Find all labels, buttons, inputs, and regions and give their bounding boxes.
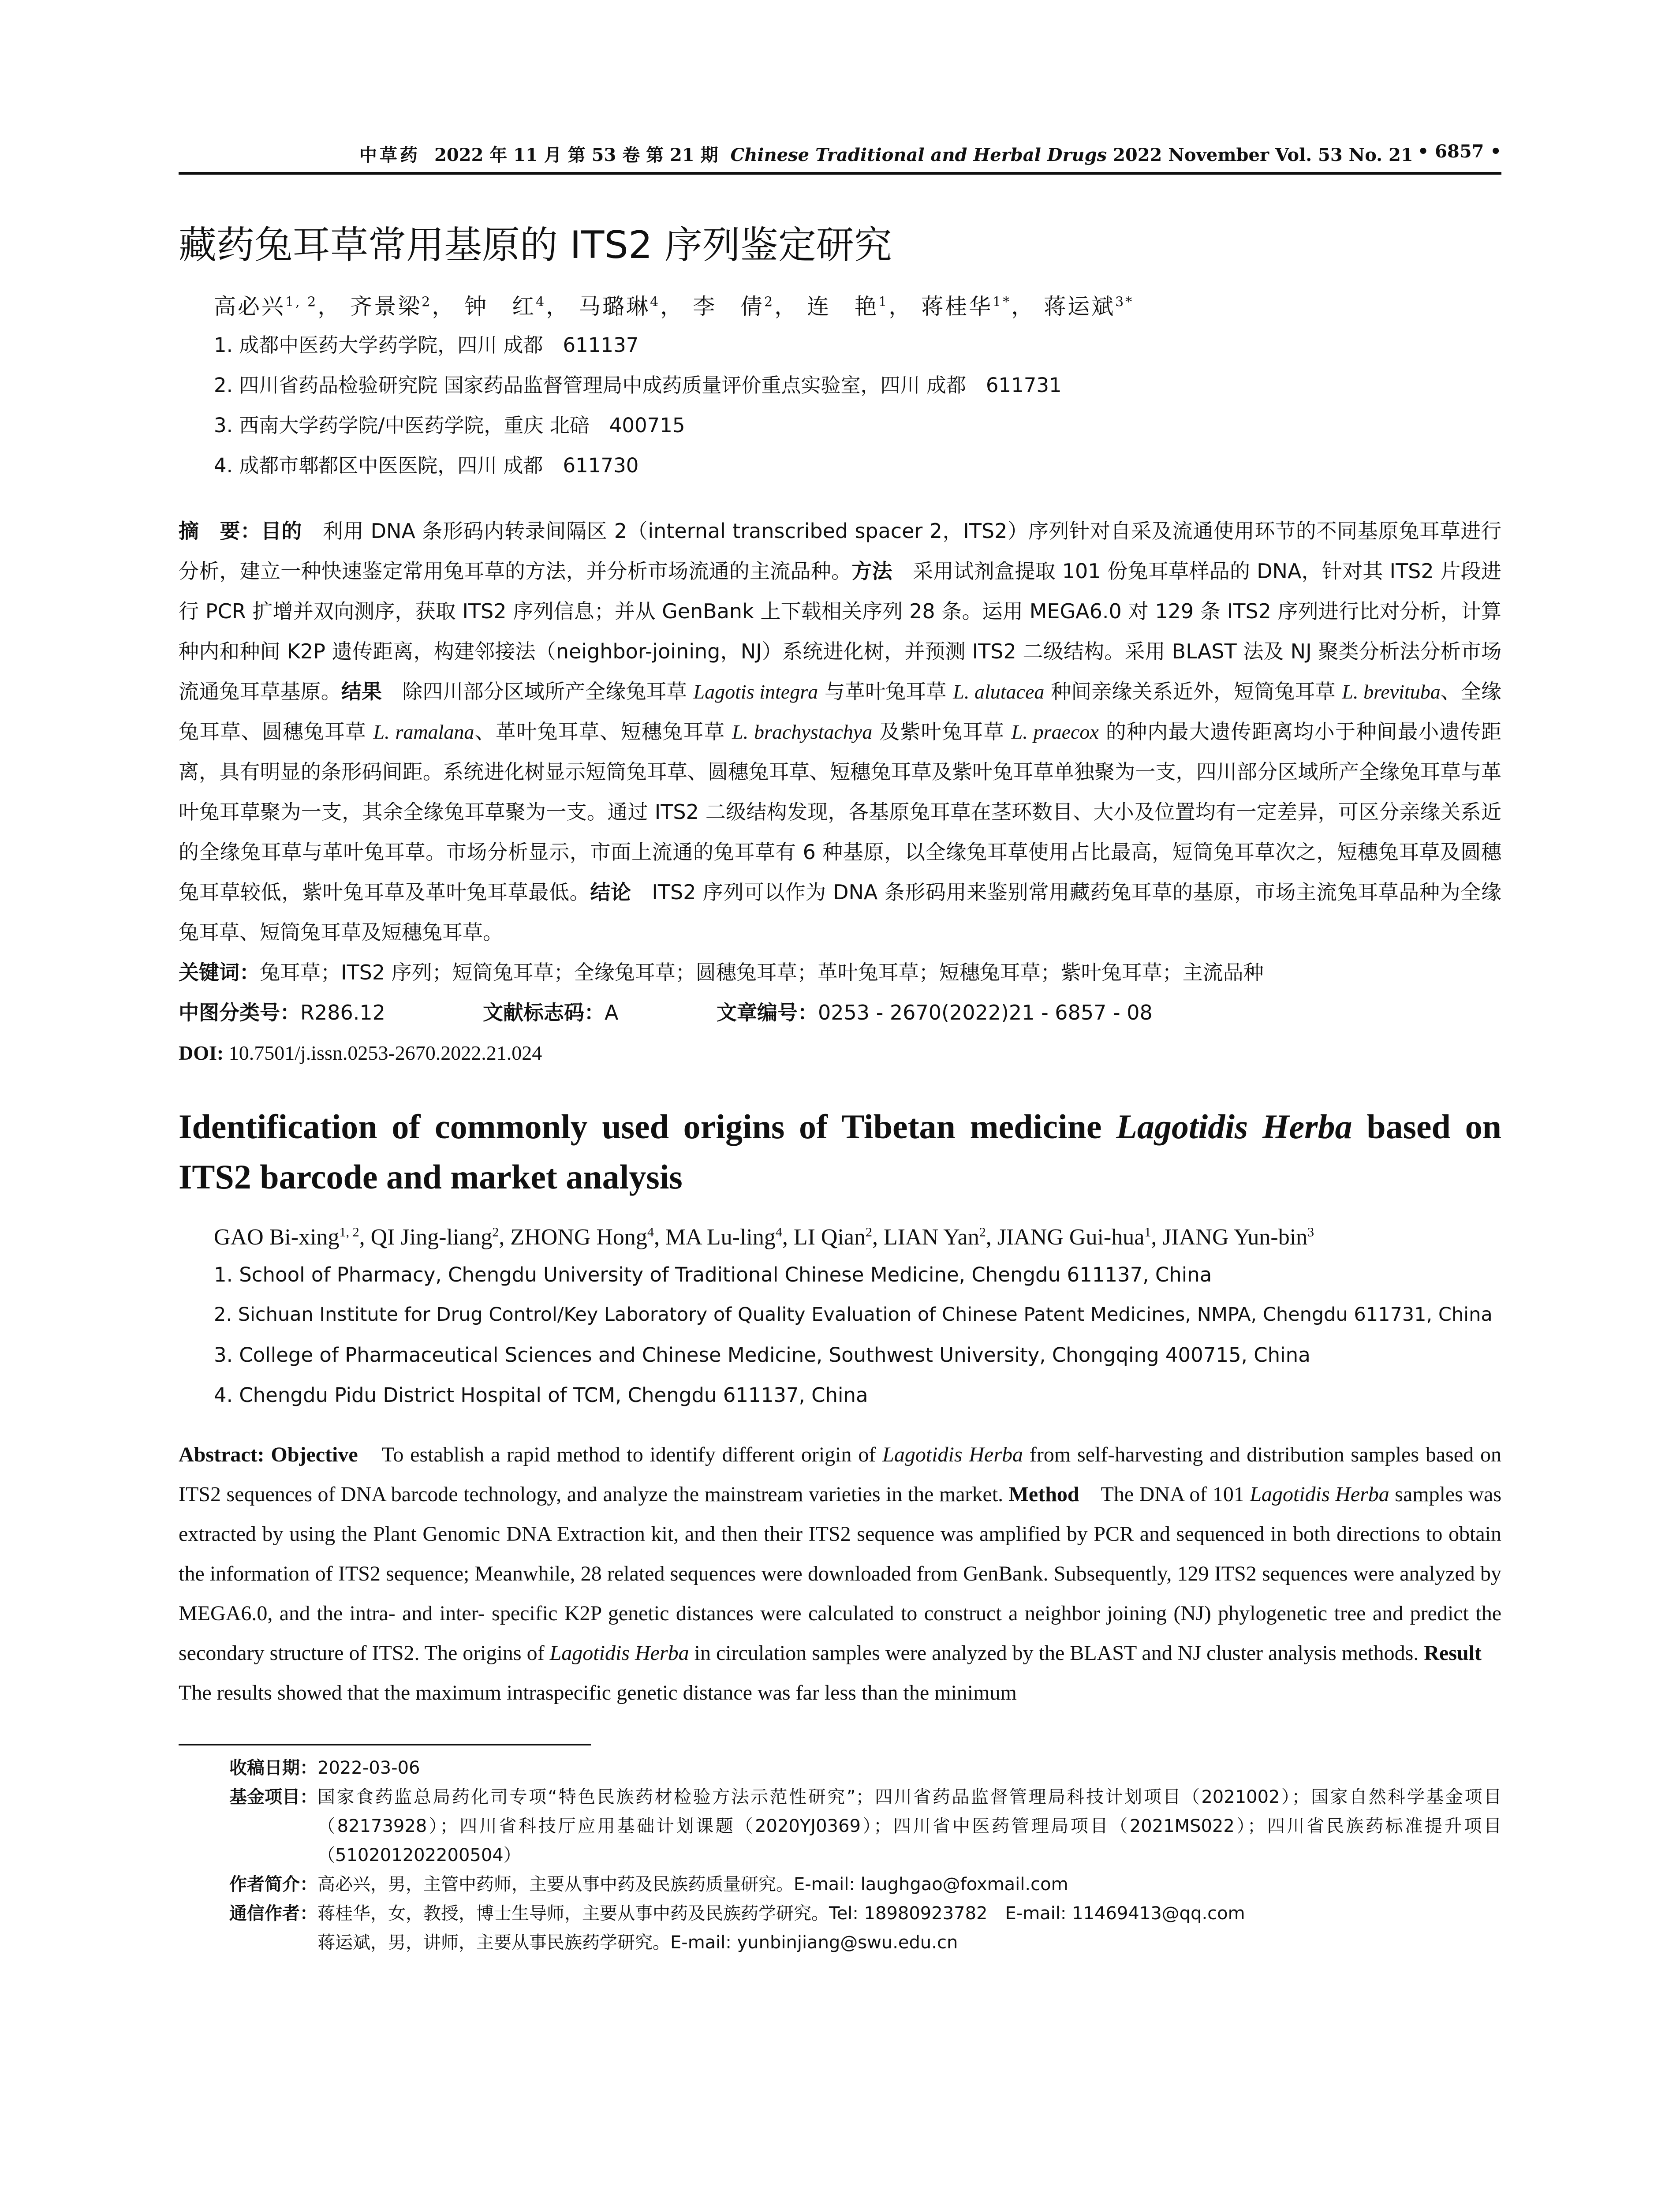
affiliations-en (179, 1255, 1501, 1415)
corresponding-text-2: 蒋运斌，男，讲师，主要从事民族药学研究。E-mail: yunbinjiang@swu.edu.cn (317, 1932, 958, 1953)
corresponding-text: 蒋桂华，女，教授，博士生导师，主要从事中药及民族药学研究。Tel: 18980923782 E-mail: 11469413@qq.com (317, 1903, 1245, 1924)
author-zh: 高必兴$^{1, 2}$ (214, 294, 318, 319)
result-label-zh: 结果 (341, 680, 382, 703)
method-label-en: Method (1008, 1483, 1079, 1506)
objective-label-zh: 目的 (261, 519, 302, 543)
title-zh: 藏药兔耳草常用基原的 ITS2 序列鉴定研究 (179, 223, 892, 267)
doi-line (179, 1033, 1501, 1073)
result-text: 种间亲缘关系近外，短筒兔耳草 (1044, 680, 1342, 703)
affiliations-zh (179, 325, 1501, 486)
author-bio-text: 高必兴，男，主管中药师，主要从事中药及民族药质量研究。E-mail: laughgao@foxmail.com (317, 1874, 1068, 1895)
method-text-en: The DNA of 101 (1079, 1483, 1250, 1506)
result-text: 除四川部分区域所产全缘兔耳草 (382, 680, 694, 703)
species-name: L. brachystachya (732, 721, 873, 743)
running-header (179, 132, 1501, 175)
corresponding-label: 通信作者： (229, 1903, 317, 1924)
conclusion-label-zh: 结论 (590, 880, 631, 904)
keywords-label: 关键词： (179, 960, 260, 984)
fund-text: 国家食药监总局药化司专项“特色民族药材检验方法示范性研究”；四川省药品监督管理局科技计划项目（2021002）；国家自然科学基金项目（82173928）；四川省科技厅应用基础计划课题（2020YJ0369）；四川省中医药管理局项目（2021MS022）；四川省民族药标准提升项目（510201202200504） (317, 1787, 1501, 1865)
affiliation-zh: 2. 四川省药品检验研究院 国家药品监督管理局中成药质量评价重点实验室，四川 成都 611731 (214, 374, 1062, 397)
authors-en: GAO Bi-xing$^{1, 2}$, QI Jing-liang$^2$, ZHONG Hong$^4$, MA Lu-ling$^4$, LI Qian$^2$, LIAN Yan$^2$, JIANG Gui-hua$^1$, JIANG Yun-bin$^3$ (214, 1225, 1314, 1250)
footnotes (179, 1753, 1501, 1957)
author-en: JIANG Yun-bin$^3$ (1162, 1225, 1314, 1250)
affiliation-zh: 4. 成都市郫都区中医医院，四川 成都 611730 (214, 454, 639, 477)
title-en (179, 1102, 1501, 1202)
author-en: LI Qian$^2$ (793, 1225, 873, 1250)
author-en: MA Lu-ling$^4$ (665, 1225, 782, 1250)
doc-code-value: A (605, 1001, 619, 1024)
result-text: 、革叶兔耳草、短穗兔耳草 (474, 720, 732, 744)
objective-text-zh: 利用 DNA 条形码内转录间隔区 2（internal transcribed spacer 2，ITS2）序列针对自采及流通使用环节的不同基原兔耳草进行分析，建立一种快速鉴定常用兔耳草的方法，并分析市场流通的主流品种。 (179, 519, 1502, 583)
result-text-en: The results showed that the maximum intraspecific genetic distance was far less than the minimum (179, 1641, 1503, 1704)
author-zh: 连 艳$^1$ (807, 294, 889, 319)
author-zh: 李 倩$^2$ (693, 294, 775, 319)
method-text-en: in circulation samples were analyzed by the BLAST and NJ cluster analysis methods. (689, 1641, 1424, 1665)
affiliation-en: 4. Chengdu Pidu District Hospital of TCM, Chengdu 611137, China (214, 1383, 868, 1407)
abstract-en (179, 1435, 1501, 1713)
issue-en: 2022 November Vol. 53 No. 21 (1113, 145, 1413, 165)
doi-label: DOI: (179, 1042, 224, 1064)
author-zh: 齐景梁$^2$ (350, 294, 432, 319)
journal-name-en: Chinese Traditional and Herbal Drugs (730, 145, 1107, 165)
result-text: 与革叶兔耳草 (818, 680, 953, 703)
method-label-zh: 方法 (851, 559, 892, 583)
doc-code-label: 文献标志码： (483, 1001, 605, 1024)
herba-name: Lagotidis Herba (1250, 1483, 1389, 1506)
result-text: 的种内最大遗传距离均小于种间最小遗传距离，具有明显的条形码间距。系统进化树显示短筒兔耳草、圆穗兔耳草、短穗兔耳草及紫叶兔耳草单独聚为一支，四川部分区域所产全缘兔耳草与革叶兔耳草聚为一支，其余全缘兔耳草聚为一支。通过 ITS2 二级结构发现，各基原兔耳草在茎环数目、大小及位置均有一定差异，可区分亲缘关系近的全缘兔耳草与革叶兔耳草。市场分析显示，市面上流通的兔耳草有 6 种基原，以全缘兔耳草使用占比最高，短筒兔耳草次之，短穗兔耳草及圆穗兔耳草较低，紫叶兔耳草及革叶兔耳草最低。 (179, 720, 1502, 904)
affiliation-en: 1. School of Pharmacy, Chengdu University of Traditional Chinese Medicine, Chengdu 611137, China (214, 1263, 1212, 1286)
article-number-value: 0253 - 2670(2022)21 - 6857 - 08 (818, 1001, 1153, 1024)
abstract-label-zh: 摘 要： (179, 519, 261, 543)
issue-zh: 2022 年 11 月 第 53 卷 第 21 期 (434, 145, 718, 165)
author-en: ZHONG Hong$^4$ (510, 1225, 654, 1250)
species-name: L. praecox (1011, 721, 1099, 743)
received-label: 收稿日期： (229, 1758, 317, 1778)
result-label-en: Result (1424, 1641, 1482, 1665)
conclusion-text-zh: ITS2 序列可以作为 DNA 条形码用来鉴别常用藏药兔耳草的基原，市场主流兔耳草品种为全缘兔耳草、短筒兔耳草及短穗兔耳草。 (179, 880, 1502, 944)
clc-label: 中图分类号： (179, 1001, 300, 1024)
title-en-text: based on ITS2 barcode and market analysis (179, 1107, 1501, 1196)
abstract-zh (179, 511, 1501, 953)
author-zh: 钟 红$^4$ (464, 294, 546, 319)
article-page (179, 132, 1501, 1957)
author-bio-label: 作者简介： (229, 1874, 317, 1895)
classification-line (179, 993, 1501, 1033)
species-name: L. ramalana (373, 721, 474, 743)
herba-name: Lagotidis Herba (882, 1443, 1023, 1466)
doi-value[interactable]: 10.7501/j.issn.0253-2670.2022.21.024 (224, 1042, 542, 1064)
affiliation-zh: 1. 成都中医药大学药学院，四川 成都 611137 (214, 333, 639, 357)
abstract-label-en: Abstract: Objective (179, 1443, 358, 1466)
issue-info (434, 141, 1413, 166)
species-name: Lagotis integra (693, 680, 818, 703)
result-text: 及紫叶兔耳草 (872, 720, 1012, 744)
title-en-text: Identification of commonly used origins of Tibetan medicine (179, 1107, 1116, 1146)
author-zh: 马璐琳$^4$ (579, 294, 661, 319)
author-zh: 蒋桂华$^{1*}$ (921, 294, 1012, 319)
keywords-text: 兔耳草；ITS2 序列；短筒兔耳草；全缘兔耳草；圆穗兔耳草；革叶兔耳草；短穗兔耳草；紫叶兔耳草；主流品种 (260, 960, 1264, 984)
affiliation-en: 2. Sichuan Institute for Drug Control/Key Laboratory of Quality Evaluation of Chinese Patent Medicines, NMPA, Chengdu 611731, China (214, 1304, 1493, 1326)
received-date: 2022-03-06 (317, 1758, 420, 1778)
footnote-divider (179, 1744, 591, 1745)
objective-text-en: from self-harvesting and distribution samples based on ITS2 sequences of DNA barcode technology, and analyze the mainstream varieties in the market. (179, 1443, 1501, 1506)
article-number-label: 文章编号： (717, 1001, 818, 1024)
author-en: LIAN Yan$^2$ (884, 1225, 986, 1250)
clc-value: R286.12 (300, 1001, 385, 1024)
objective-text-en: To establish a rapid method to identify different origin of (358, 1443, 883, 1466)
fund-label: 基金项目： (229, 1787, 317, 1807)
page-number: • 6857 • (1417, 141, 1501, 162)
species-name: L. alutacea (953, 680, 1045, 703)
herba-name: Lagotidis Herba (549, 1641, 689, 1665)
author-en: JIANG Gui-hua$^1$ (997, 1225, 1151, 1250)
title-en-italic: Lagotidis Herba (1116, 1107, 1352, 1146)
author-zh: 蒋运斌$^{3*}$ (1044, 294, 1134, 319)
footnote-fund (179, 1783, 1501, 1870)
affiliation-zh: 3. 西南大学药学院/中医药学院，重庆 北碚 400715 (214, 414, 685, 437)
journal-name-zh: 中草药 (359, 145, 420, 165)
footnote-author (179, 1870, 1501, 1899)
method-text-zh: 采用试剂盒提取 101 份兔耳草样品的 DNA，针对其 ITS2 片段进行 PCR 扩增并双向测序，获取 ITS2 序列信息；并从 GenBank 上下载相关序列 28 条。运用 MEGA6.0 对 129 条 ITS2 序列进行比对分析，计算种内和种间 K2P 遗传距离，构建邻接法（neighbor-joining，NJ）系统进化树，并预测 ITS2 二级结构。采用 BLAST 法及 NJ 聚类分析法分析市场流通兔耳草基原。 (179, 559, 1502, 703)
authors-zh: 高必兴$^{1, 2}$， 齐景梁$^2$， 钟 红$^4$， 马璐琳$^4$， 李 倩$^2$， 连 艳$^1$， 蒋桂华$^{1*}$， 蒋运斌$^{3*}$ (214, 294, 1134, 319)
footnote-received (179, 1753, 1501, 1783)
author-en: GAO Bi-xing$^{1, 2}$ (214, 1225, 359, 1250)
keywords-zh (179, 953, 1501, 993)
affiliation-en: 3. College of Pharmaceutical Sciences and Chinese Medicine, Southwest University, Chongqing 400715, China (214, 1343, 1310, 1367)
footnote-corresponding (179, 1899, 1501, 1928)
method-text-en: samples was extracted by using the Plant Genomic DNA Extraction kit, and then their ITS2 sequence was amplified by PCR and sequenced in both directions to obtain the information of ITS2 sequence; Meanwhile, 28 related sequences were downloaded from GenBank. Subsequently, 129 ITS2 sequences were analyzed by MEGA6.0, and the intra- and inter- specific K2P genetic distances were calculated to construct a neighbor joining (NJ) phylogenetic tree and predict the secondary structure of ITS2. The origins of (179, 1483, 1502, 1665)
author-en: QI Jing-liang$^2$ (370, 1225, 499, 1250)
species-name: L. brevituba (1342, 680, 1441, 703)
result-text: 、全缘兔耳草、圆穗兔耳草 (179, 680, 1502, 744)
